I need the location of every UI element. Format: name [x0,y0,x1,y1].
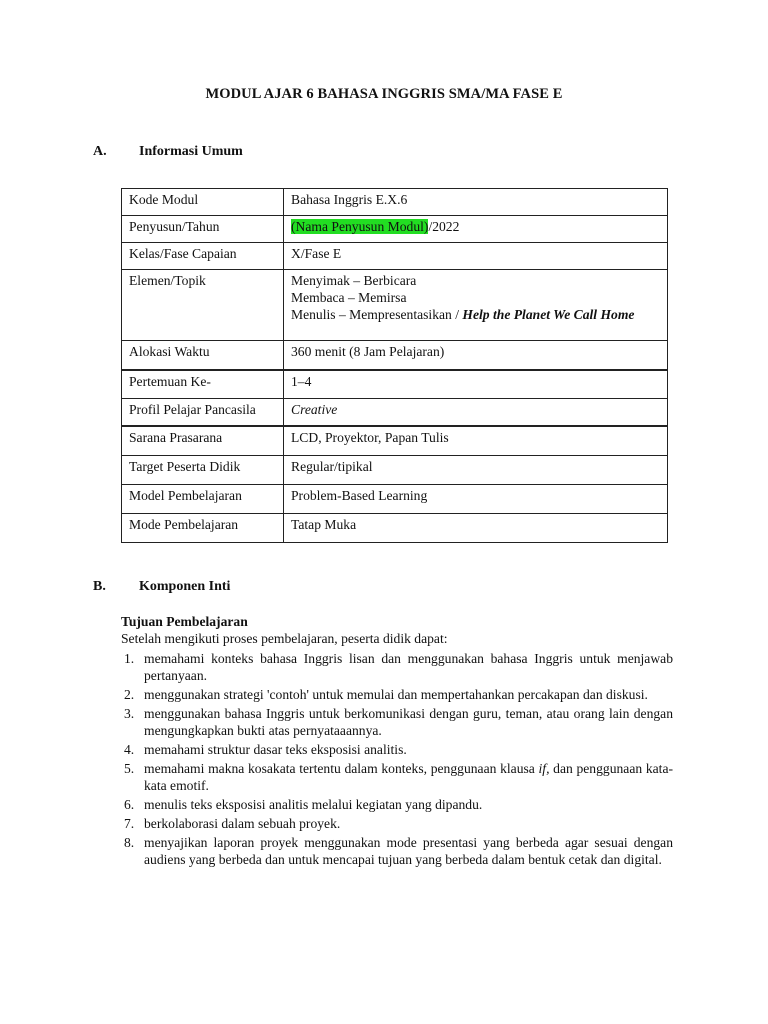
table-label: Sarana Prasarana [122,426,284,456]
list-text: menggunakan strategi 'contoh' untuk memulai dan mempertahankan percakapan dan diskusi. [144,687,648,703]
list-text: dan penggunaan kata-kata emotif. [144,761,674,794]
topic-line: Membaca – Memirsa [291,290,407,305]
list-item [121,650,673,685]
list-number: 8. [124,835,135,851]
table-row [122,456,668,485]
learning-goals-intro: Setelah mengikuti proses pembelajaran, peserta didik dapat: [121,631,448,646]
info-table [121,188,668,543]
list-text: menulis teks eksposisi analitis melalui kegiatan yang dipandu. [144,797,483,813]
highlighted-placeholder: (Nama Penyusun Modul) [291,219,429,234]
list-item [121,686,673,703]
learning-goals-list [121,650,673,870]
table-value: X/Fase E [284,243,668,270]
topic-title: Help the Planet We Call Home [462,307,635,322]
table-value: Problem-Based Learning [284,485,668,514]
table-value: 360 menit (8 Jam Pelajaran) [284,341,668,370]
section-b-title: Komponen Inti [139,579,231,594]
table-row [122,370,668,399]
list-text: menyajikan laporan proyek menggunakan mode presentasi yang berbeda agar sesuai dengan audiens yang berbeda dan untuk mencapai tujuan yang berbeda dalam bentuk cetak dan digital. [144,835,673,868]
list-text: memahami konteks bahasa Inggris lisan dan menggunakan bahasa Inggris untuk menjawab pertanyaan. [144,651,673,684]
list-text-italic: if, [538,761,550,777]
table-label: Model Pembelajaran [122,485,284,514]
table-value: 1–4 [284,370,668,399]
table-value-rest: /2022 [428,219,460,234]
table-row [122,485,668,514]
table-row [122,243,668,270]
list-number: 2. [124,687,135,703]
learning-goals-heading: Tujuan Pembelajaran [121,614,248,629]
list-number: 1. [124,651,135,666]
list-text: menggunakan bahasa Inggris untuk berkomunikasi dengan guru, teman, atau orang lain dengan mengungkapkan bukti atas pernyataaannya. [144,706,673,739]
table-row [122,189,668,216]
table-value [284,270,668,341]
list-number: 6. [124,797,135,813]
table-value: Tatap Muka [284,514,668,543]
topic-line-plain: Menulis – Mempresentasikan / [291,307,463,322]
table-row [122,426,668,456]
table-label: Pertemuan Ke- [122,370,284,399]
table-label: Penyusun/Tahun [122,216,284,243]
table-label: Elemen/Topik [122,270,284,341]
table-value: Bahasa Inggris E.X.6 [284,189,668,216]
table-label: Target Peserta Didik [122,456,284,485]
list-text: memahami struktur dasar teks eksposisi analitis. [144,742,407,758]
section-a-letter: A. [93,144,107,159]
section-b-letter: B. [93,579,106,594]
list-number: 3. [124,706,135,722]
topic-line: Menyimak – Berbicara [291,273,417,288]
list-item [121,815,673,832]
list-text: memahami makna kosakata tertentu dalam konteks, penggunaan klausa [144,761,539,777]
table-row [122,399,668,426]
table-label: Mode Pembelajaran [122,514,284,543]
section-a-title: Informasi Umum [139,144,243,159]
list-item [121,705,673,740]
list-item [121,760,673,795]
topic-line [291,306,660,323]
list-item [121,796,673,813]
list-number: 5. [124,761,135,777]
table-label: Profil Pelajar Pancasila [122,399,284,426]
table-row [122,514,668,543]
table-label: Alokasi Waktu [122,341,284,370]
document-title: MODUL AJAR 6 BAHASA INGGRIS SMA/MA FASE E [205,86,563,102]
table-row [122,216,668,243]
list-number: 7. [124,816,135,832]
table-row [122,270,668,341]
list-number: 4. [124,742,135,758]
list-item [121,834,673,869]
table-row [122,341,668,370]
table-value: Regular/tipikal [284,456,668,485]
list-text: berkolaborasi dalam sebuah proyek. [144,816,341,832]
table-label: Kelas/Fase Capaian [122,243,284,270]
table-value: LCD, Proyektor, Papan Tulis [284,426,668,456]
table-value: Creative [284,399,668,426]
list-item [121,741,673,758]
table-value [284,216,668,243]
table-label: Kode Modul [122,189,284,216]
